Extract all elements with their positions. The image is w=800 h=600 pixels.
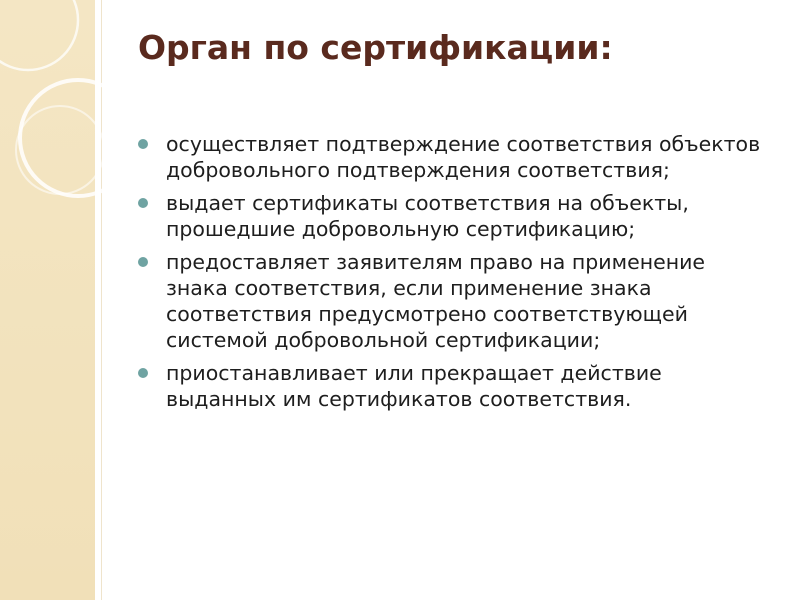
bullet-item (136, 131, 766, 183)
bullet-text: приостанавливает или прекращает действие выданных им сертификатов соответствия. (166, 361, 662, 411)
bullet-text: выдает сертификаты соответствия на объекты, прошедшие добровольную сертификацию; (166, 191, 689, 241)
bullet-item (136, 249, 766, 353)
bullet-item (136, 360, 766, 412)
bullet-item (136, 190, 766, 242)
bullet-text: предоставляет заявителям право на применение знака соответствия, если применение знака соответствия предусмотрено соответствующей системой добровольной сертификации; (166, 250, 706, 352)
bullet-dot-icon (138, 257, 148, 267)
bullet-list (136, 131, 766, 419)
bullet-dot-icon (138, 139, 148, 149)
bullet-text: осуществляет подтверждение соответствия объектов добровольного подтверждения соответствия; (166, 132, 761, 182)
slide-title: Орган по сертификации: (138, 28, 613, 67)
side-divider-line (101, 0, 102, 600)
decorative-side-strip (0, 0, 95, 600)
bullet-dot-icon (138, 368, 148, 378)
bullet-dot-icon (138, 198, 148, 208)
